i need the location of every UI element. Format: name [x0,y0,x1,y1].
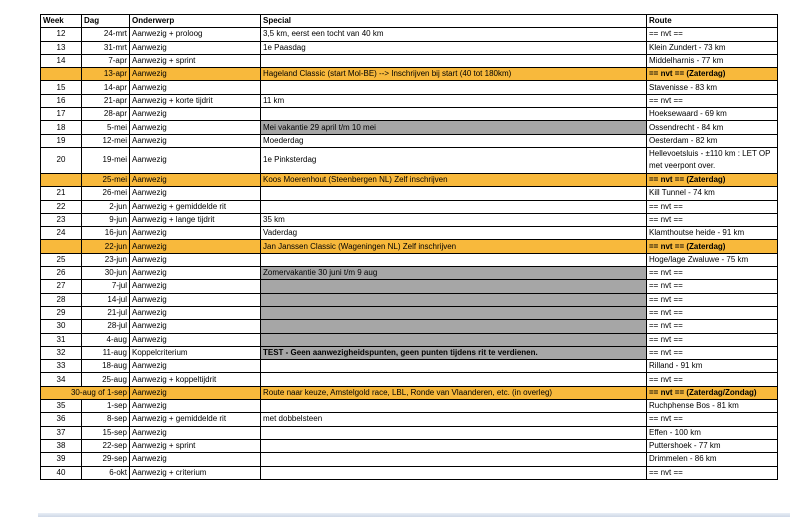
cell-onderwerp[interactable]: Aanwezig [130,173,261,186]
cell-week[interactable]: 18 [41,121,82,134]
cell-route[interactable]: Oesterdam - 82 km [647,134,778,147]
table-row [41,253,778,266]
cell-onderwerp[interactable]: Aanwezig [130,280,261,293]
cell-dag[interactable]: 25-mei [82,173,130,186]
table-row [41,134,778,147]
cell-onderwerp[interactable]: Aanwezig [130,400,261,413]
cell-dag[interactable]: 9-jun [82,213,130,226]
cell-special[interactable] [261,466,647,479]
table-row [41,28,778,41]
cell-route[interactable]: == nvt == [647,333,778,346]
table-row [41,386,778,399]
cell-dag[interactable]: 30-jun [82,267,130,280]
cell-route[interactable]: == nvt == [647,213,778,226]
cell-week[interactable]: 19 [41,134,82,147]
table-row [41,373,778,386]
cell-dag[interactable]: 11-aug [82,346,130,359]
cell-route[interactable]: == nvt == [647,94,778,107]
cell-onderwerp[interactable]: Aanwezig [130,227,261,240]
cell-week-dag[interactable]: 30-aug of 1-sep [41,386,130,399]
cell-special[interactable] [261,360,647,373]
table-row [41,68,778,81]
cell-onderwerp[interactable]: Aanwezig [130,134,261,147]
cell-route[interactable]: Effen - 100 km [647,426,778,439]
cell-special[interactable] [261,373,647,386]
cell-special[interactable] [261,426,647,439]
cell-dag[interactable]: 29-sep [82,453,130,466]
cell-special[interactable]: 1e Pinksterdag [261,147,647,173]
cell-special[interactable] [261,253,647,266]
cell-onderwerp[interactable]: Aanwezig + koppeltijdrit [130,373,261,386]
cell-week[interactable]: 22 [41,200,82,213]
cell-week[interactable]: 14 [41,54,82,67]
cell-route[interactable]: == nvt == [647,466,778,479]
cell-special[interactable] [261,108,647,121]
cell-week[interactable]: 35 [41,400,82,413]
table-row [41,320,778,333]
header-dag[interactable]: Dag [82,15,130,28]
cell-route[interactable]: Kill Tunnel - 74 km [647,187,778,200]
cell-week[interactable]: 33 [41,360,82,373]
cell-dag[interactable]: 1-sep [82,400,130,413]
table-row [41,173,778,186]
cell-onderwerp[interactable]: Aanwezig + korte tijdrit [130,94,261,107]
cell-dag[interactable]: 31-mrt [82,41,130,54]
cell-week[interactable]: 25 [41,253,82,266]
cell-special[interactable]: 3,5 km, eerst een tocht van 40 km [261,28,647,41]
cell-week[interactable]: 17 [41,108,82,121]
cell-week[interactable]: 27 [41,280,82,293]
cell-special[interactable]: TEST - Geen aanwezigheidspunten, geen punten tijdens rit te verdienen. [261,346,647,359]
cell-dag[interactable]: 22-jun [82,240,130,253]
cell-week[interactable] [41,240,82,253]
cell-route[interactable]: == nvt == (Zaterdag/Zondag) [647,386,778,399]
cell-dag[interactable]: 16-jun [82,227,130,240]
cell-onderwerp[interactable]: Aanwezig [130,306,261,319]
cell-dag[interactable]: 24-mrt [82,28,130,41]
cell-onderwerp[interactable]: Aanwezig + gemiddelde rit [130,413,261,426]
cell-dag[interactable]: 7-jul [82,280,130,293]
table-row [41,213,778,226]
cell-special[interactable]: Route naar keuze, Amstelgold race, LBL, Ronde van Vlaanderen, etc. (in overleg) [261,386,647,399]
cell-onderwerp[interactable]: Aanwezig [130,333,261,346]
cell-dag[interactable]: 23-jun [82,253,130,266]
cell-special[interactable]: Moederdag [261,134,647,147]
table-row [41,54,778,67]
header-route[interactable]: Route [647,15,778,28]
cell-week[interactable]: 37 [41,426,82,439]
cell-week[interactable]: 21 [41,187,82,200]
table-row [41,81,778,94]
cell-route[interactable]: == nvt == [647,320,778,333]
cell-special[interactable] [261,306,647,319]
cell-onderwerp[interactable]: Aanwezig + proloog [130,28,261,41]
schedule-table [40,14,778,480]
table-row [41,306,778,319]
cell-week[interactable]: 30 [41,320,82,333]
cell-onderwerp[interactable]: Aanwezig + criterium [130,466,261,479]
cell-route[interactable]: == nvt == [647,306,778,319]
cell-special[interactable] [261,453,647,466]
cell-special[interactable]: Koos Moerenhout (Steenbergen NL) Zelf inschrijven [261,173,647,186]
cell-route[interactable]: Ruchphense Bos - 81 km [647,400,778,413]
table-row [41,240,778,253]
cell-special[interactable]: Zomervakantie 30 juni t/m 9 aug [261,267,647,280]
header-special[interactable]: Special [261,15,647,28]
cell-route[interactable]: Ossendrecht - 84 km [647,121,778,134]
cell-onderwerp[interactable]: Aanwezig [130,41,261,54]
cell-week[interactable] [41,68,82,81]
cell-week[interactable]: 12 [41,28,82,41]
table-row [41,413,778,426]
cell-week[interactable]: 26 [41,267,82,280]
cell-dag[interactable]: 28-jul [82,320,130,333]
cell-onderwerp[interactable]: Aanwezig [130,121,261,134]
cell-onderwerp[interactable]: Aanwezig [130,320,261,333]
cell-week[interactable]: 28 [41,293,82,306]
cell-route[interactable]: == nvt == [647,293,778,306]
cell-dag[interactable]: 28-apr [82,108,130,121]
cell-onderwerp[interactable]: Aanwezig + sprint [130,439,261,452]
cell-special[interactable] [261,187,647,200]
cell-onderwerp[interactable]: Aanwezig [130,187,261,200]
cell-onderwerp[interactable]: Aanwezig + lange tijdrit [130,213,261,226]
cell-dag[interactable]: 7-apr [82,54,130,67]
cell-route[interactable]: Klamthoutse heide - 91 km [647,227,778,240]
cell-onderwerp[interactable]: Aanwezig [130,147,261,173]
cell-week[interactable] [41,173,82,186]
cell-route[interactable]: == nvt == (Zaterdag) [647,173,778,186]
cell-route[interactable]: == nvt == [647,200,778,213]
table-row [41,400,778,413]
cell-dag[interactable]: 26-mei [82,187,130,200]
cell-onderwerp[interactable]: Aanwezig [130,360,261,373]
table-row [41,147,778,173]
cell-route[interactable]: Hoeksewaard - 69 km [647,108,778,121]
cell-week[interactable]: 39 [41,453,82,466]
cell-dag[interactable]: 25-aug [82,373,130,386]
cell-route[interactable]: Stavenisse - 83 km [647,81,778,94]
cell-route[interactable]: Drimmelen - 86 km [647,453,778,466]
cell-dag[interactable]: 5-mei [82,121,130,134]
cell-week[interactable]: 24 [41,227,82,240]
cell-onderwerp[interactable]: Aanwezig [130,426,261,439]
cell-week[interactable]: 23 [41,213,82,226]
cell-dag[interactable]: 15-sep [82,426,130,439]
cell-route[interactable]: == nvt == [647,28,778,41]
cell-special[interactable]: 11 km [261,94,647,107]
header-onderwerp[interactable]: Onderwerp [130,15,261,28]
cell-week[interactable]: 34 [41,373,82,386]
cell-special[interactable] [261,200,647,213]
table-row [41,439,778,452]
cell-onderwerp[interactable]: Aanwezig [130,81,261,94]
table-row [41,187,778,200]
cell-special[interactable]: 1e Paasdag [261,41,647,54]
cell-dag[interactable]: 13-apr [82,68,130,81]
cell-onderwerp[interactable]: Aanwezig [130,253,261,266]
cell-onderwerp[interactable]: Aanwezig + sprint [130,54,261,67]
cell-week[interactable]: 36 [41,413,82,426]
table-row [41,346,778,359]
cell-route[interactable]: == nvt == [647,413,778,426]
cell-special[interactable] [261,320,647,333]
table-row [41,227,778,240]
table-row [41,200,778,213]
bottom-scroll-edge [38,513,790,517]
cell-week[interactable]: 32 [41,346,82,359]
table-row [41,267,778,280]
cell-special[interactable]: 35 km [261,213,647,226]
cell-special[interactable] [261,54,647,67]
cell-special[interactable] [261,333,647,346]
cell-onderwerp[interactable]: Aanwezig [130,240,261,253]
cell-special[interactable] [261,293,647,306]
cell-route[interactable]: Hoge/lage Zwaluwe - 75 km [647,253,778,266]
cell-route[interactable]: Hellevoetsluis - ±110 km : LET OP met veerpont over. [647,147,778,173]
cell-onderwerp[interactable]: Aanwezig [130,108,261,121]
table-row [41,41,778,54]
table-row [41,360,778,373]
cell-special[interactable]: met dobbelsteen [261,413,647,426]
cell-dag[interactable]: 18-aug [82,360,130,373]
table-row [41,280,778,293]
cell-dag[interactable]: 6-okt [82,466,130,479]
cell-week[interactable]: 31 [41,333,82,346]
cell-dag[interactable]: 21-jul [82,306,130,319]
cell-week[interactable]: 13 [41,41,82,54]
cell-onderwerp[interactable]: Aanwezig + gemiddelde rit [130,200,261,213]
cell-special[interactable]: Hageland Classic (start Mol-BE) --> Inschrijven bij start (40 tot 180km) [261,68,647,81]
cell-onderwerp[interactable]: Aanwezig [130,453,261,466]
table-row [41,426,778,439]
cell-dag[interactable]: 2-jun [82,200,130,213]
cell-route[interactable]: == nvt == [647,280,778,293]
cell-dag[interactable]: 14-apr [82,81,130,94]
table-row [41,466,778,479]
cell-week[interactable]: 15 [41,81,82,94]
cell-onderwerp[interactable]: Aanwezig [130,267,261,280]
cell-special[interactable]: Vaderdag [261,227,647,240]
cell-onderwerp[interactable]: Aanwezig [130,293,261,306]
cell-special[interactable] [261,81,647,94]
table-row [41,121,778,134]
cell-special[interactable]: Mei vakantie 29 april t/m 10 mei [261,121,647,134]
cell-route[interactable]: == nvt == (Zaterdag) [647,240,778,253]
cell-dag[interactable]: 22-sep [82,439,130,452]
table-body [41,28,778,480]
cell-route[interactable]: Klein Zundert - 73 km [647,41,778,54]
header-week[interactable]: Week [41,15,82,28]
cell-dag[interactable]: 21-apr [82,94,130,107]
cell-onderwerp[interactable]: Aanwezig [130,68,261,81]
cell-week[interactable]: 38 [41,439,82,452]
cell-week[interactable]: 29 [41,306,82,319]
cell-dag[interactable]: 14-jul [82,293,130,306]
cell-week[interactable]: 20 [41,147,82,173]
cell-route[interactable]: Puttershoek - 77 km [647,439,778,452]
cell-route[interactable]: Rilland - 91 km [647,360,778,373]
cell-dag[interactable]: 12-mei [82,134,130,147]
cell-dag[interactable]: 8-sep [82,413,130,426]
cell-special[interactable] [261,400,647,413]
header-row [41,15,778,28]
cell-route[interactable]: == nvt == [647,346,778,359]
cell-dag[interactable]: 19-mei [82,147,130,173]
cell-dag[interactable]: 4-aug [82,333,130,346]
cell-week[interactable]: 40 [41,466,82,479]
table-row [41,293,778,306]
cell-special[interactable] [261,439,647,452]
cell-onderwerp[interactable]: Koppelcriterium [130,346,261,359]
cell-route[interactable]: == nvt == [647,373,778,386]
cell-special[interactable] [261,280,647,293]
table-row [41,333,778,346]
cell-week[interactable]: 16 [41,94,82,107]
table-row [41,453,778,466]
cell-special[interactable]: Jan Janssen Classic (Wageningen NL) Zelf inschrijven [261,240,647,253]
cell-route[interactable]: Middelharnis - 77 km [647,54,778,67]
cell-onderwerp[interactable]: Aanwezig [130,386,261,399]
cell-route[interactable]: == nvt == [647,267,778,280]
table-row [41,94,778,107]
table-row [41,108,778,121]
cell-route[interactable]: == nvt == (Zaterdag) [647,68,778,81]
